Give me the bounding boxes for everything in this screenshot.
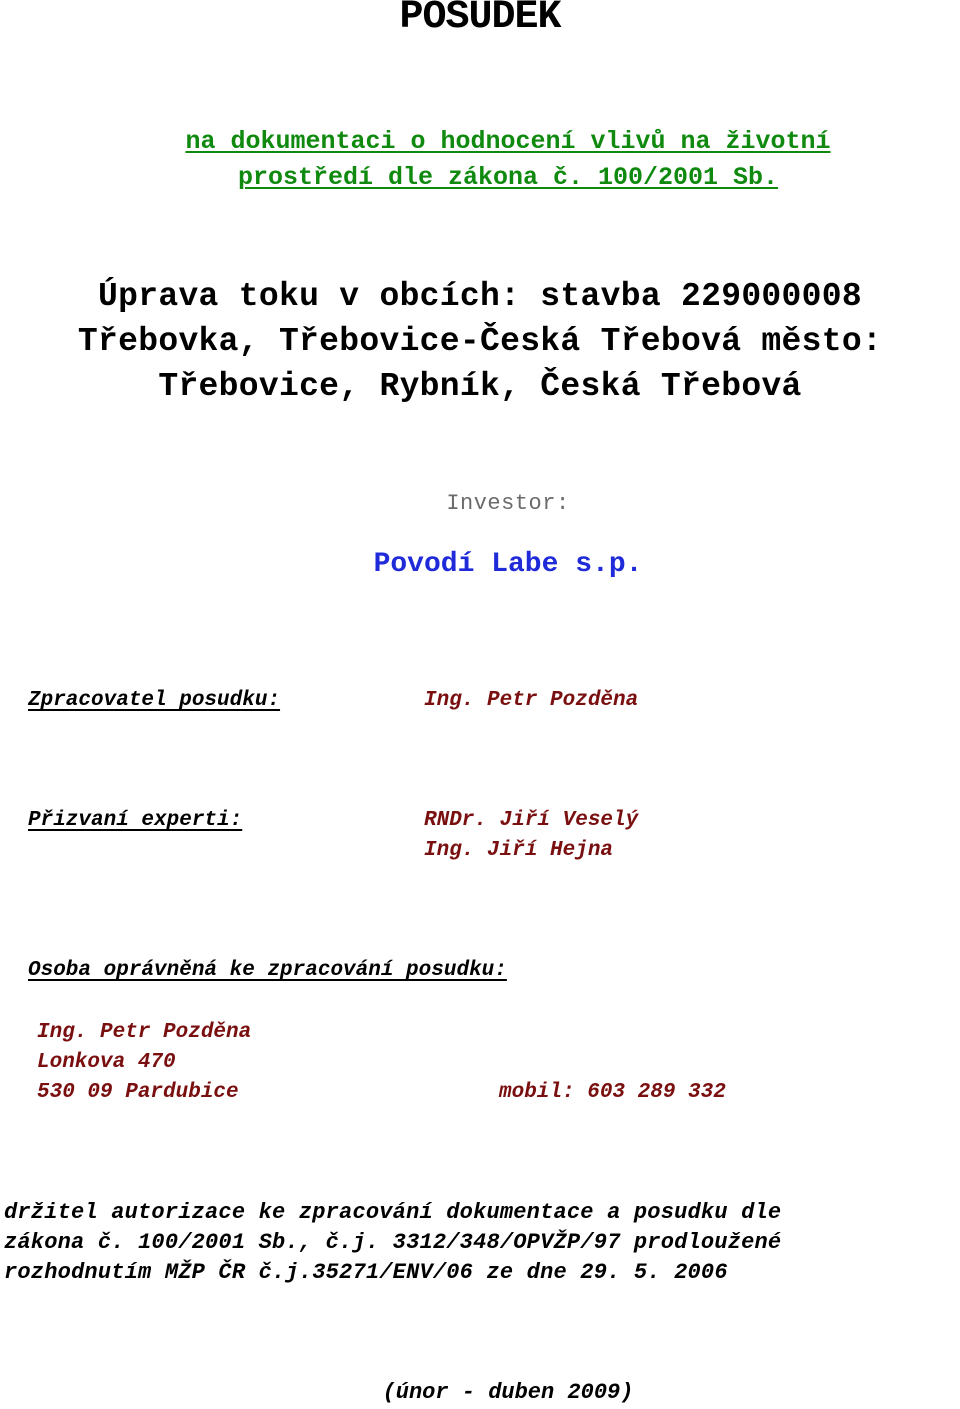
authorized-person-label: Osoba oprávněná ke zpracování posudku: bbox=[28, 959, 507, 982]
project-line-3: Třebovice, Rybník, Česká Třebová bbox=[158, 368, 802, 405]
authorization-statement bbox=[4, 1198, 781, 1288]
processor-label: Zpracovatel posudku: bbox=[28, 689, 281, 712]
authorized-person-city: 530 09 Pardubice bbox=[37, 1081, 239, 1104]
project-line-2: Třebovka, Třebovice-Česká Třebová město: bbox=[77, 323, 883, 360]
processor-name: Ing. Petr Pozděna bbox=[424, 689, 639, 712]
expert-name-1: RNDr. Jiří Veselý bbox=[424, 809, 639, 832]
document-date: (únor - duben 2009) bbox=[382, 1380, 634, 1405]
authorized-person-street: Lonkova 470 bbox=[37, 1051, 176, 1074]
authorization-line-2: zákona č. 100/2001 Sb., č.j. 3312/348/OPVŽP/97 prodloužené bbox=[4, 1230, 782, 1255]
document-title: POSUDEK bbox=[399, 0, 561, 40]
authorization-line-1: držitel autorizace ke zpracování dokumentace a posudku dle bbox=[4, 1200, 782, 1225]
investor-name: Povodí Labe s.p. bbox=[373, 549, 643, 580]
subtitle-line-2: prostředí dle zákona č. 100/2001 Sb. bbox=[237, 163, 779, 192]
expert-name-2: Ing. Jiří Hejna bbox=[424, 839, 614, 862]
authorized-person-mobile: mobil: 603 289 332 bbox=[499, 1081, 726, 1104]
project-name bbox=[0, 274, 960, 409]
subtitle-line-1: na dokumentaci o hodnocení vlivů na životní bbox=[185, 127, 831, 156]
authorization-line-3: rozhodnutím MŽP ČR č.j.35271/ENV/06 ze dne 29. 5. 2006 bbox=[4, 1260, 728, 1285]
investor-label: Investor: bbox=[446, 491, 570, 516]
project-line-1: Úprava toku v obcích: stavba 229000008 bbox=[98, 278, 862, 315]
document-subtitle bbox=[0, 124, 960, 196]
experts-label: Přizvaní experti: bbox=[28, 809, 243, 832]
authorized-person-name: Ing. Petr Pozděna bbox=[37, 1021, 252, 1044]
